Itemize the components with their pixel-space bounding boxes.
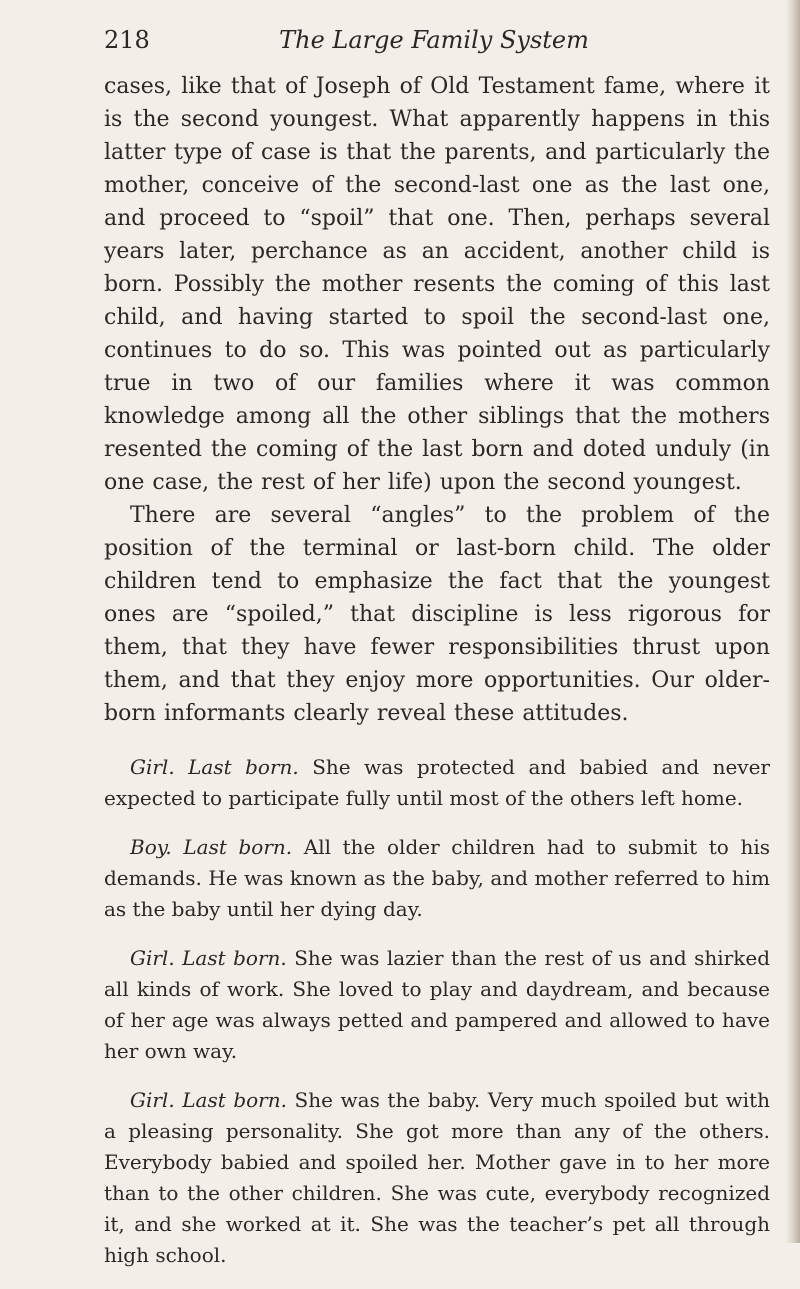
body-text — [104, 70, 770, 1289]
quote-label: Boy. Last born. — [130, 835, 293, 859]
quote-item — [104, 832, 770, 925]
running-title: The Large Family System — [279, 26, 589, 54]
quote-text: She was lazier than the rest of us and shirked all kinds of work. She loved to play and daydream, and because of her age was always petted and pampered and allowed to have her own way. — [104, 946, 770, 1063]
page-header — [104, 26, 764, 66]
quote-label: Girl. Last born. — [130, 755, 299, 779]
quote-text: She was the baby. Very much spoiled but with a pleasing personality. She got more than any of the others. Everybody babied and spoiled her. Mother gave in to her more than to the other children. She was cute, everybody recognized it, and she worked at it. She was the teacher’s pet all through high school. — [104, 1088, 770, 1267]
paragraph-continued: cases, like that of Joseph of Old Testament fame, where it is the second youngest. What apparently happens in this latter type of case is that the parents, and particularly the mother, conceive of the second-last one as the last one, and proceed to “spoil” that one. Then, perhaps several years later, perchance as an accident, another child is born. Possibly the mother resents the coming of this last child, and having started to spoil the second-last one, continues to do so. This was pointed out as particularly true in two of our families where it was common knowledge among all the other siblings that the mothers resented the coming of the last born and doted unduly (in one case, the rest of her life) upon the second youngest. — [104, 74, 770, 495]
informant-quotes — [104, 752, 770, 1271]
quote-label: Girl. Last born. — [130, 946, 287, 970]
quote-text: All the older children had to submit to his demands. He was known as the baby, and mother referred to him as the baby until her dying day. — [104, 835, 770, 921]
quote-label: Girl. Last born. — [130, 1088, 287, 1112]
quote-item — [104, 943, 770, 1067]
page-edge-shadow — [786, 0, 800, 1243]
page-number: 218 — [104, 26, 150, 54]
paragraph-angles: There are several “angles” to the problem of the position of the terminal or last-born child. The older children tend to emphasize the fact that the youngest ones are “spoiled,” that discipline is less rigorous for them, that they have fewer responsibilities thrust upon them, and that they enjoy more opportunities. Our older-born informants clearly reveal these attitudes. — [104, 503, 770, 726]
quote-item — [104, 1085, 770, 1271]
quote-text: She was protected and babied and never expected to participate fully until most of the others left home. — [104, 755, 770, 810]
quote-item — [104, 752, 770, 814]
